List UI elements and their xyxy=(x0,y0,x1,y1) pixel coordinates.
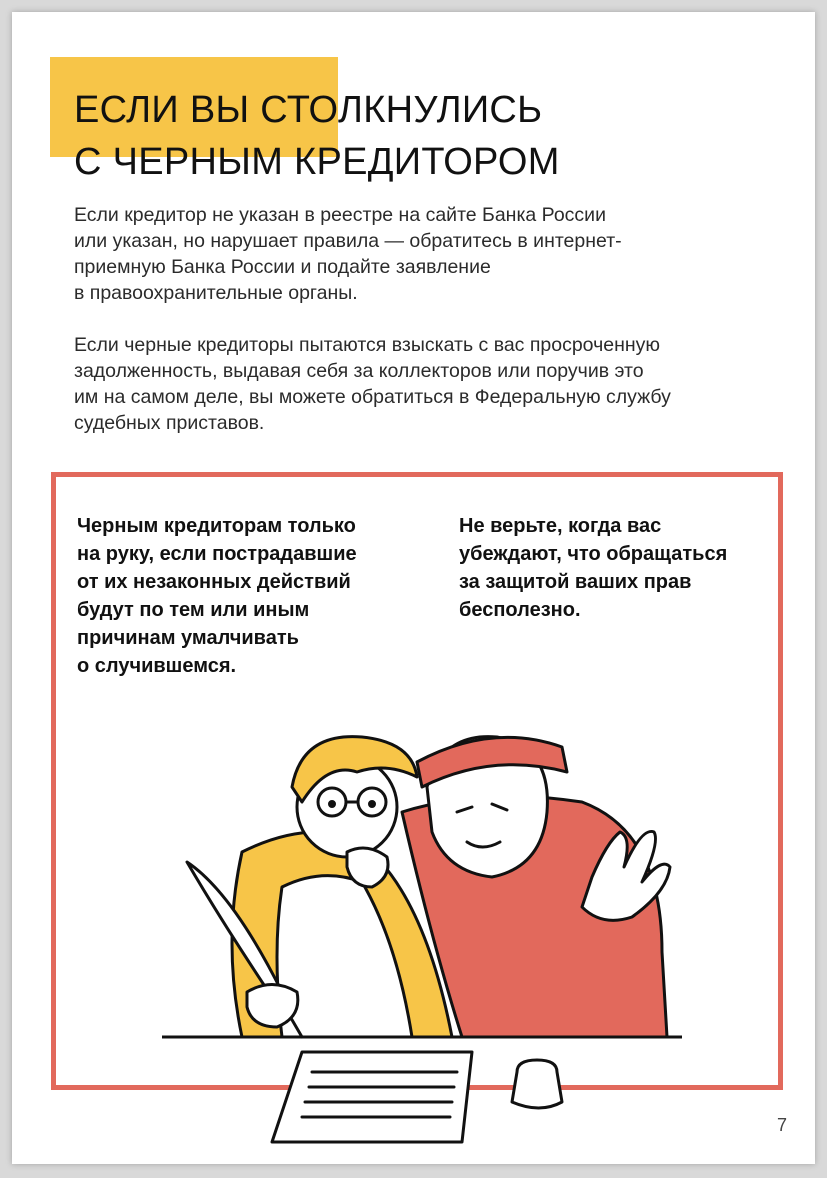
text-line: Если черные кредиторы пытаются взыскать с вас просроченную xyxy=(74,334,661,356)
text-line: бесполезно. xyxy=(459,599,581,621)
intro-paragraph-2 xyxy=(74,332,764,436)
text-line: или указан, но нарушает правила — обратитесь в интернет- xyxy=(74,230,622,252)
text-line: Если кредитор не указан в реестре на сайте Банка России xyxy=(74,204,606,226)
document-page xyxy=(12,12,815,1164)
text-line: будут по тем или иным xyxy=(77,599,310,621)
text-line: им на самом деле, вы можете обратиться в Федеральную службу xyxy=(74,386,671,408)
callout-left-text xyxy=(77,512,357,680)
text-line: приемную Банка России и подайте заявление xyxy=(74,256,491,278)
illustration-scribes xyxy=(162,692,682,1152)
text-line: судебных приставов. xyxy=(74,412,265,434)
text-line: Черным кредиторам только xyxy=(77,515,356,537)
text-line: от их незаконных действий xyxy=(77,571,351,593)
title-line-2: С ЧЕРНЫМ КРЕДИТОРОМ xyxy=(74,141,560,183)
title-line-1: ЕСЛИ ВЫ СТОЛКНУЛИСЬ xyxy=(74,89,543,131)
text-line: убеждают, что обращаться xyxy=(459,543,728,565)
text-line: в правоохранительные органы. xyxy=(74,282,358,304)
text-line: задолженность, выдавая себя за коллекторов или поручив это xyxy=(74,360,644,382)
text-line: причинам умалчивать xyxy=(77,627,299,649)
text-line: о случившемся. xyxy=(77,655,237,677)
text-line: за защитой ваших прав xyxy=(459,571,692,593)
text-line: на руку, если пострадавшие xyxy=(77,543,357,565)
intro-paragraph-1 xyxy=(74,202,764,306)
paper-scroll xyxy=(272,1052,472,1142)
page-title xyxy=(74,84,560,188)
intro-text xyxy=(74,202,764,462)
text-line: Не верьте, когда вас xyxy=(459,515,662,537)
page-number: 7 xyxy=(776,1115,787,1135)
inkwell-icon xyxy=(512,1060,562,1108)
callout-right-text xyxy=(459,512,727,624)
